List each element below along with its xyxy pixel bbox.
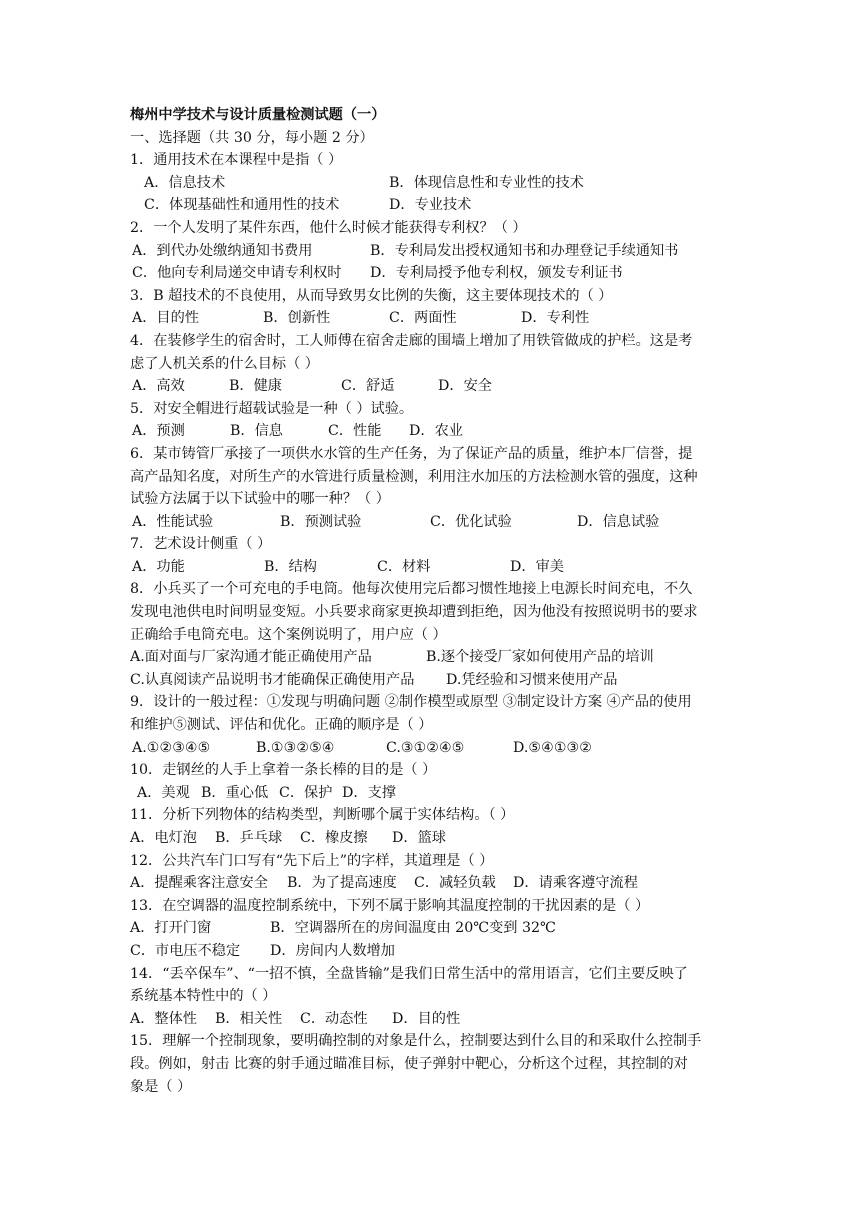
question-stem: 14．“丢卒保车”、“一招不慎，全盘皆输”是我们日常生活中的常用语言，它们主要反映了 — [130, 965, 688, 982]
question-12 — [130, 850, 740, 895]
question-11 — [130, 804, 740, 849]
question-7 — [130, 533, 740, 578]
option-b: B．专利局发出授权通知书和办理登记手续通知书 — [370, 242, 679, 259]
question-5 — [130, 398, 740, 443]
question-stem: 15．理解一个控制现象，要明确控制的对象是什么，控制要达到什么目的和采取什么控制手 — [130, 1033, 702, 1050]
question-stem: 正确给手电筒充电。这个案例说明了，用户应（ ） — [130, 626, 447, 643]
option-row — [130, 194, 740, 217]
option-b: B．健康 — [229, 378, 282, 395]
option-d: D．专利局授予他专利权，颁发专利证书 — [370, 265, 623, 282]
question-14 — [130, 963, 740, 1031]
question-stem: 12．公共汽车门口写有“先下后上”的字样，其道理是（ ） — [130, 852, 494, 869]
option-a: A．电灯泡 — [130, 830, 197, 846]
option-c: C.认真阅读产品说明书才能确保正确使用产品 — [130, 671, 415, 688]
section-heading: 一、选择题（共 30 分，每小题 2 分） — [130, 129, 374, 146]
option-c: C．舒适 — [341, 378, 395, 395]
option-a: A．预测 — [132, 423, 185, 440]
option-b: B．创新性 — [263, 310, 331, 327]
option-c: C．材料 — [377, 558, 431, 575]
question-6 — [130, 443, 740, 533]
option-b: B．重心低 — [201, 784, 269, 801]
question-2 — [130, 217, 740, 285]
question-stem: 虑了人机关系的什么目标（ ） — [130, 355, 319, 372]
question-stem: 段。例如，射击 比赛的射手通过瞄准目标，使子弹射中靶心，分析这个过程，其控制的对 — [130, 1055, 688, 1072]
question-stem: 试验方法属于以下试验中的哪一种？（ ） — [130, 491, 390, 508]
option-a: A．高效 — [132, 378, 185, 395]
option-row — [130, 511, 740, 534]
option-c: C．市电压不稳定 — [130, 942, 241, 959]
option-d: D．篮球 — [392, 830, 446, 846]
option-a: A．打开门窗 — [130, 920, 212, 937]
option-b: B．结构 — [264, 558, 317, 575]
option-c: C．两面性 — [389, 310, 457, 327]
option-d: D．请乘客遵守流程 — [513, 875, 638, 892]
option-a: A.面对面与厂家沟通才能正确使用产品 — [130, 649, 372, 666]
option-c: C.③①②④⑤ — [386, 739, 465, 756]
option-d: D．房间内人数增加 — [270, 942, 395, 959]
option-b: B.逐个接受厂家如何使用产品的培训 — [426, 649, 654, 666]
option-row — [130, 782, 740, 805]
question-9 — [130, 691, 740, 759]
option-b: B．信息 — [230, 423, 283, 440]
option-row — [130, 420, 740, 443]
option-b: B．相关性 — [215, 1010, 283, 1027]
option-c: C．减轻负载 — [414, 875, 496, 892]
question-4 — [130, 330, 740, 398]
option-b: B．体现信息性和专业性的技术 — [389, 174, 584, 191]
question-3 — [130, 285, 740, 330]
option-d: D．审美 — [510, 558, 564, 575]
option-a: A．目的性 — [132, 310, 199, 327]
option-row — [130, 872, 740, 895]
option-c: C．橡皮擦 — [300, 830, 368, 846]
question-stem: 象是（ ） — [130, 1078, 192, 1095]
option-row — [130, 375, 740, 398]
option-d: D．安全 — [438, 378, 492, 395]
option-c: C．体现基础性和通用性的技术 — [144, 197, 340, 214]
option-b: B．预测试验 — [280, 513, 362, 530]
option-a: A．美观 — [137, 784, 190, 801]
option-b: B．乒乓球 — [215, 830, 283, 846]
question-stem: 发现电池供电时间明显变短。小兵要求商家更换却遭到拒绝，因为他没有按照说明书的要求 — [130, 604, 698, 621]
question-stem: 13．在空调器的温度控制系统中，下列不属于影响其温度控制的干扰因素的是（ ） — [130, 897, 650, 914]
question-stem: 3．B 超技术的不良使用，从而导致男女比例的失衡，这主要体现技术的（ ） — [130, 287, 613, 304]
question-stem: 和维护⑤测试、评估和优化。正确的顺序是（ ） — [130, 717, 433, 734]
question-8 — [130, 578, 740, 691]
option-row — [130, 827, 740, 850]
exam-title: 梅州中学技术与设计质量检测试题（一） — [130, 107, 386, 123]
question-stem: 4．在装修学生的宿舍时，工人师傅在宿舍走廊的围墙上增加了用铁管做成的护栏。这是考 — [130, 332, 693, 349]
option-row — [130, 172, 740, 195]
option-row — [130, 940, 740, 963]
exam-page — [130, 104, 740, 1098]
option-row — [130, 1008, 740, 1031]
option-d: D．支撑 — [342, 784, 396, 801]
question-13 — [130, 895, 740, 963]
option-b: B．空调器所在的房间温度由 20℃变到 32℃ — [270, 920, 556, 937]
option-c: C．保护 — [279, 784, 333, 801]
option-d: D．专业技术 — [389, 197, 472, 214]
question-10 — [130, 759, 740, 804]
option-a: A．功能 — [132, 558, 185, 575]
option-a: A．整体性 — [130, 1010, 197, 1027]
option-d: D．专利性 — [521, 310, 590, 327]
question-stem: 1．通用技术在本课程中是指（ ） — [130, 152, 343, 169]
option-b: B.①③②⑤④ — [256, 739, 335, 756]
option-a: A．到代办处缴纳通知书费用 — [132, 242, 313, 259]
option-row — [130, 262, 740, 285]
question-stem: 6．某市铸管厂承接了一项供水水管的生产任务，为了保证产品的质量，维护本厂信誉，提 — [130, 445, 693, 462]
option-row — [130, 307, 740, 330]
option-a: A．信息技术 — [144, 174, 226, 191]
option-a: A．性能试验 — [132, 513, 214, 530]
option-a: A．提醒乘客注意安全 — [130, 875, 268, 892]
option-a: A.①②③④⑤ — [132, 739, 211, 756]
option-row — [130, 556, 740, 579]
option-b: B．为了提高速度 — [287, 875, 397, 892]
question-15 — [130, 1030, 740, 1098]
option-c: C．他向专利局递交申请专利权时 — [132, 265, 342, 282]
option-d: D.⑤④①③② — [513, 739, 592, 756]
question-stem: 2．一个人发明了某件东西，他什么时候才能获得专利权？（ ） — [130, 219, 527, 236]
option-c: C．动态性 — [300, 1010, 368, 1027]
option-d: D．目的性 — [392, 1010, 461, 1027]
question-stem: 11．分析下列物体的结构类型，判断哪个属于实体结构。（ ） — [130, 807, 515, 824]
question-stem: 10．走钢丝的人手上拿着一条长棒的目的是（ ） — [130, 762, 437, 779]
option-row — [130, 646, 740, 669]
question-stem: 系统基本特性中的（ ） — [130, 988, 277, 1005]
question-stem: 高产品知名度，对所生产的水管进行质量检测，利用注水加压的方法检测水管的强度，这种 — [130, 468, 698, 485]
option-c: C．性能 — [328, 423, 382, 440]
option-d: D．农业 — [409, 423, 463, 440]
question-stem: 5．对安全帽进行超载试验是一种（ ）试验。 — [130, 400, 414, 417]
option-c: C．优化试验 — [430, 513, 512, 530]
option-d: D.凭经验和习惯来使用产品 — [446, 671, 618, 688]
option-d: D．信息试验 — [577, 513, 660, 530]
question-stem: 8．小兵买了一个可充电的手电筒。他每次使用完后都习惯性地接上电源长时间充电，不久 — [130, 581, 693, 598]
question-1 — [130, 149, 740, 217]
option-row — [130, 737, 740, 760]
option-row — [130, 917, 740, 940]
option-row — [130, 240, 740, 263]
option-row — [130, 669, 740, 692]
question-stem: 9．设计的一般过程：①发现与明确问题 ②制作模型或原型 ③制定设计方案 ④产品的使用 — [130, 694, 692, 711]
question-stem: 7．艺术设计侧重（ ） — [130, 536, 272, 553]
